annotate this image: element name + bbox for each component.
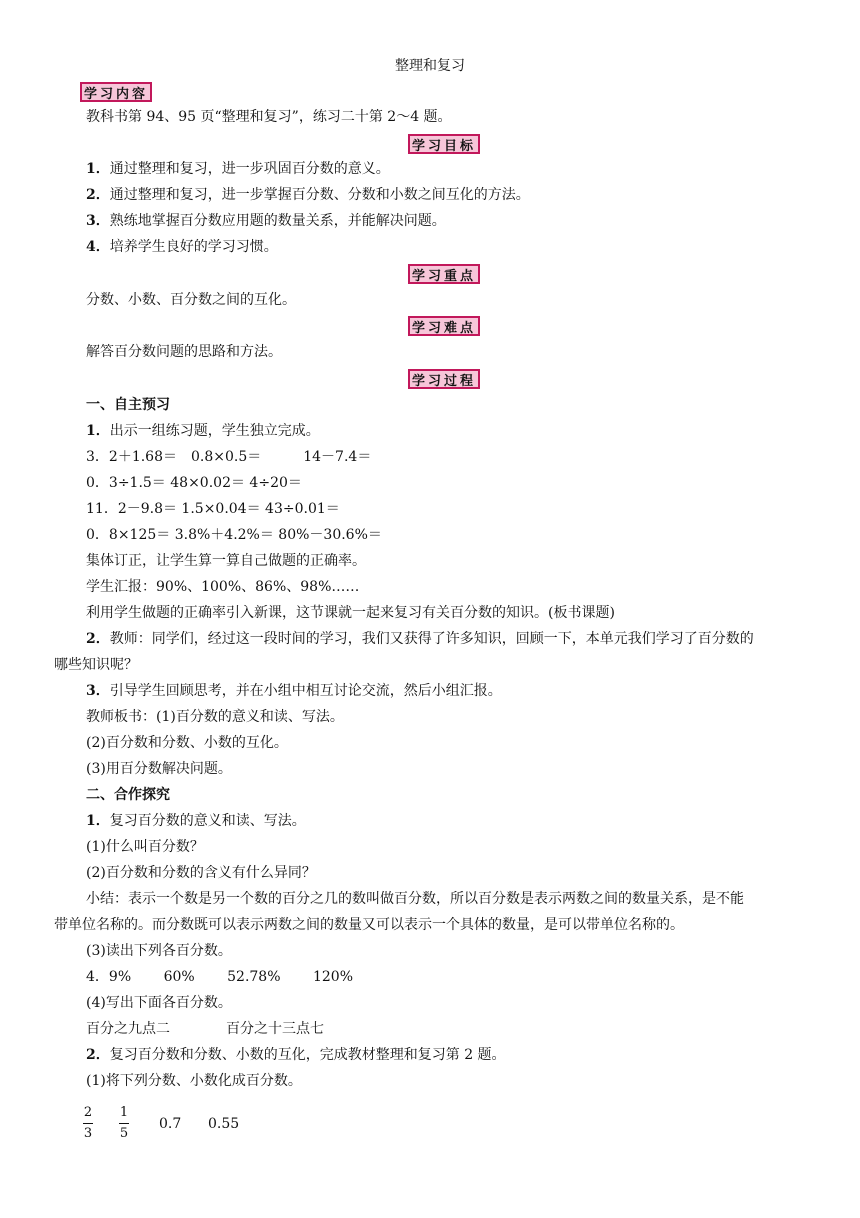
goal-2: 2．通过整理和复习，进一步掌握百分数、分数和小数之间互化的方法。 (86, 187, 530, 203)
content-text: 教科书第 94、95 页“整理和复习”，练习二十第 2～4 题。 (86, 109, 452, 125)
difficulty-text: 解答百分数问题的思路和方法。 (86, 344, 282, 360)
summary-line-1: 小结：表示一个数是另一个数的百分之几的数叫做百分数，所以百分数是表示两数之间的数量关系，是不能 (86, 891, 744, 907)
report-text: 学生汇报：90%、100%、86%、98%…… (86, 579, 360, 595)
section1-step2-line2: 哪些知识呢？ (54, 657, 138, 673)
question-3: (3)读出下列各百分数。 (86, 943, 232, 959)
section1-heading: 一、自主预习 (86, 397, 170, 413)
exercise-row-2: 0．3÷1.5＝ 48×0.02＝ 4÷20＝ (86, 475, 302, 491)
question-4: (4)写出下面各百分数。 (86, 995, 232, 1011)
badge-learning-process: 学习过程 (408, 369, 480, 389)
fraction-denominator: 3 (83, 1126, 93, 1141)
badge-learning-goals: 学习目标 (408, 134, 480, 154)
exercise-row-4: 0．8×125＝ 3.8%＋4.2%＝ 80%－30.6%＝ (86, 527, 382, 543)
board-line-3: (3)用百分数解决问题。 (86, 761, 232, 777)
fraction-bar (119, 1123, 129, 1124)
section1-step3: 3．引导学生回顾思考，并在小组中相互讨论交流，然后小组汇报。 (86, 683, 502, 699)
section1-step1: 1．出示一组练习题，学生独立完成。 (86, 423, 320, 439)
fraction-numerator: 2 (83, 1105, 93, 1120)
fraction-one-fifth (119, 1105, 129, 1142)
write-percent-list: 百分之九点二 百分之十三点七 (86, 1021, 324, 1037)
goal-3: 3．熟练地掌握百分数应用题的数量关系，并能解决问题。 (86, 213, 446, 229)
fraction-two-thirds (83, 1105, 93, 1142)
board-line-2: (2)百分数和分数、小数的互化。 (86, 735, 288, 751)
decimal-value-1: 0.7 (159, 1116, 182, 1132)
exercise-row-1: 3．2＋1.68＝ 0.8×0.5＝ 14－7.4＝ (86, 449, 372, 465)
badge-difficulty: 学习难点 (408, 316, 480, 336)
section1-step2-line1: 2．教师：同学们，经过这一段时间的学习，我们又获得了许多知识，回顾一下，本单元我们学习了百分数的 (86, 631, 754, 647)
board-line-1: 教师板书：(1)百分数的意义和读、写法。 (86, 709, 344, 725)
section2-heading: 二、合作探究 (86, 787, 170, 803)
decimal-value-2: 0.55 (208, 1116, 240, 1132)
page-title: 整理和复习 (395, 58, 465, 74)
section2-step1: 1．复习百分数的意义和读、写法。 (86, 813, 306, 829)
question-5: (1)将下列分数、小数化成百分数。 (86, 1073, 302, 1089)
key-text: 分数、小数、百分数之间的互化。 (86, 292, 296, 308)
section2-step2: 2．复习百分数和分数、小数的互化，完成教材整理和复习第 2 题。 (86, 1047, 506, 1063)
badge-key-points: 学习重点 (408, 264, 480, 284)
intro-text: 利用学生做题的正确率引入新课，这节课就一起来复习有关百分数的知识。(板书课题) (86, 605, 615, 621)
goal-1: 1．通过整理和复习，进一步巩固百分数的意义。 (86, 161, 390, 177)
goal-4: 4．培养学生良好的学习习惯。 (86, 239, 278, 255)
badge-learning-content: 学习内容 (80, 82, 152, 102)
correction-text: 集体订正，让学生算一算自己做题的正确率。 (86, 553, 366, 569)
fraction-denominator: 5 (119, 1126, 129, 1141)
fraction-bar (83, 1123, 93, 1124)
question-1: (1)什么叫百分数？ (86, 839, 204, 855)
exercise-row-3: 11．2－9.8＝ 1.5×0.04＝ 43÷0.01＝ (86, 501, 340, 517)
summary-line-2: 带单位名称的。而分数既可以表示两数之间的数量又可以表示一个具体的数量，是可以带单位名称的。 (54, 917, 684, 933)
fraction-numerator: 1 (119, 1105, 129, 1120)
read-percent-list: 4．9% 60% 52.78% 120% (86, 969, 353, 985)
question-2: (2)百分数和分数的含义有什么异同？ (86, 865, 316, 881)
